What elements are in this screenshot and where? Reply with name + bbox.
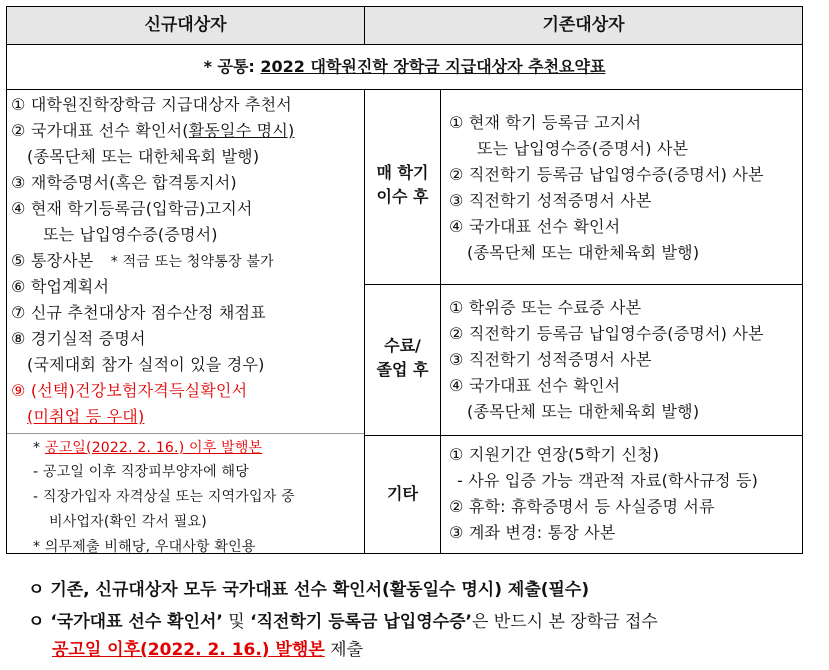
footnote-2-mid: 및: [222, 612, 251, 632]
header-divider: [364, 7, 365, 44]
existing-s1-item-1: ① 현재 학기 등록금 고지서: [449, 113, 642, 132]
new-item-5-text: ⑤ 통장사본: [11, 251, 94, 270]
section-rule-2: [364, 435, 802, 436]
new-note-1-date: 공고일(2022. 2. 16.) 이후 발행본: [44, 440, 263, 456]
new-note-2: - 공고일 이후 직장피부양자에 해당: [33, 464, 249, 480]
new-note-1-star: *: [33, 440, 45, 456]
section-label-other-1: 기타: [387, 484, 418, 503]
existing-s3-item-1-sub: - 사유 입증 가능 객관적 자료(학사규정 등): [457, 471, 759, 490]
footnote-2-quote-1: ‘국가대표 선수 확인서’: [50, 612, 223, 632]
section-label-each-semester-1: 매 학기: [376, 163, 429, 182]
new-note-1: [33, 439, 262, 457]
existing-s1-item-3: ③ 직전학기 성적증명서 사본: [449, 191, 652, 210]
header-existing-label: 기존대상자: [542, 15, 625, 35]
new-item-9-sub: (미취업 등 우대): [27, 407, 145, 426]
existing-s3-item-2: ② 휴학: 휴학증명서 등 사실증명 서류: [449, 497, 715, 516]
new-item-4-sub: 또는 납입영수증(증명서): [43, 225, 218, 244]
section-label-completion-2: 졸업 후: [376, 360, 429, 379]
existing-s1-item-4: ④ 국가대표 선수 확인서: [449, 217, 621, 236]
new-item-2: [11, 122, 294, 140]
new-note-5: * 의무제출 비해당, 우대사항 확인용: [33, 539, 256, 555]
new-note-3: - 직장가입자 자격상실 또는 지역가입자 중: [33, 489, 295, 505]
new-item-9: ⑨ (선택)건강보험자격득실확인서: [11, 381, 248, 400]
footnote-2: [28, 612, 658, 632]
section-rule-1: [364, 284, 802, 285]
new-item-8: ⑧ 경기실적 증명서: [11, 329, 146, 348]
existing-s2-item-2: ② 직전학기 등록금 납입영수증(증명서) 사본: [449, 324, 764, 343]
section-label-each-semester: [365, 161, 440, 209]
new-item-8-sub: (국제대회 참가 실적이 있을 경우): [27, 355, 265, 374]
new-item-2-text: ② 국가대표 선수 확인서(: [11, 121, 189, 140]
new-note-4: 비사업자(확인 각서 필요): [49, 514, 207, 530]
common-title-row: [7, 45, 802, 89]
header-existing-applicant: [365, 7, 802, 44]
footnote-2-quote-2: ‘직전학기 등록금 납입영수증’: [250, 612, 472, 632]
new-item-5: [11, 252, 274, 271]
existing-s2-item-4-sub: (종목단체 또는 대한체육회 발행): [467, 402, 700, 421]
footnote-3: [52, 640, 363, 660]
footnote-3-date: 공고일 이후(2022. 2. 16.) 발행본: [52, 640, 325, 660]
common-bottom-rule: [7, 89, 802, 90]
requirements-table: [6, 6, 803, 554]
new-item-2-sub: (종목단체 또는 대한체육회 발행): [27, 147, 260, 166]
new-item-5-note: * 적금 또는 청약통장 불가: [110, 254, 274, 270]
existing-s1-item-4-sub: (종목단체 또는 대한체육회 발행): [467, 243, 700, 262]
new-item-2-underlined: 활동일수 명시): [188, 121, 295, 140]
existing-s2-item-4: ④ 국가대표 선수 확인서: [449, 376, 621, 395]
section-label-completion: [365, 334, 440, 382]
new-item-3: ③ 재학증명서(혹은 합격통지서): [11, 173, 237, 192]
common-title: 2022 대학원진학 장학금 지급대상자 추천요약표: [260, 57, 606, 76]
footnote-2-bullet: ㅇ: [28, 612, 51, 632]
new-item-4: ④ 현재 학기등록금(입학금)고지서: [11, 199, 253, 218]
section-label-completion-1: 수료/: [384, 336, 421, 355]
footnote-1: [28, 580, 589, 600]
common-prefix: * 공통:: [203, 57, 261, 76]
header-new-applicant: [7, 7, 364, 44]
existing-s1-item-1-sub: 또는 납입영수증(증명서) 사본: [477, 139, 689, 158]
existing-s2-item-3: ③ 직전학기 성적증명서 사본: [449, 350, 652, 369]
existing-s3-item-1: ① 지원기간 연장(5학기 신청): [449, 445, 660, 464]
header-new-label: 신규대상자: [144, 15, 227, 35]
section-label-each-semester-2: 이수 후: [376, 187, 429, 206]
existing-s3-item-3: ③ 계좌 변경: 통장 사본: [449, 523, 616, 542]
existing-s1-item-2: ② 직전학기 등록금 납입영수증(증명서) 사본: [449, 165, 764, 184]
new-item-6: ⑥ 학업계획서: [11, 277, 110, 296]
footnote-3-tail: 제출: [324, 640, 364, 660]
new-item-7: ⑦ 신규 추천대상자 점수산정 채점표: [11, 303, 266, 322]
footnote-2-tail: 은 반드시 본 장학금 접수: [471, 612, 658, 632]
body-divider-right: [440, 90, 441, 553]
notes-separator: [7, 433, 364, 434]
new-item-1: ① 대학원진학장학금 지급대상자 추천서: [11, 95, 292, 114]
footnote-1-text: ㅇ 기존, 신규대상자 모두 국가대표 선수 확인서(활동일수 명시) 제출(필수): [28, 580, 590, 600]
existing-s2-item-1: ① 학위증 또는 수료증 사본: [449, 298, 642, 317]
section-label-other: [365, 482, 440, 506]
